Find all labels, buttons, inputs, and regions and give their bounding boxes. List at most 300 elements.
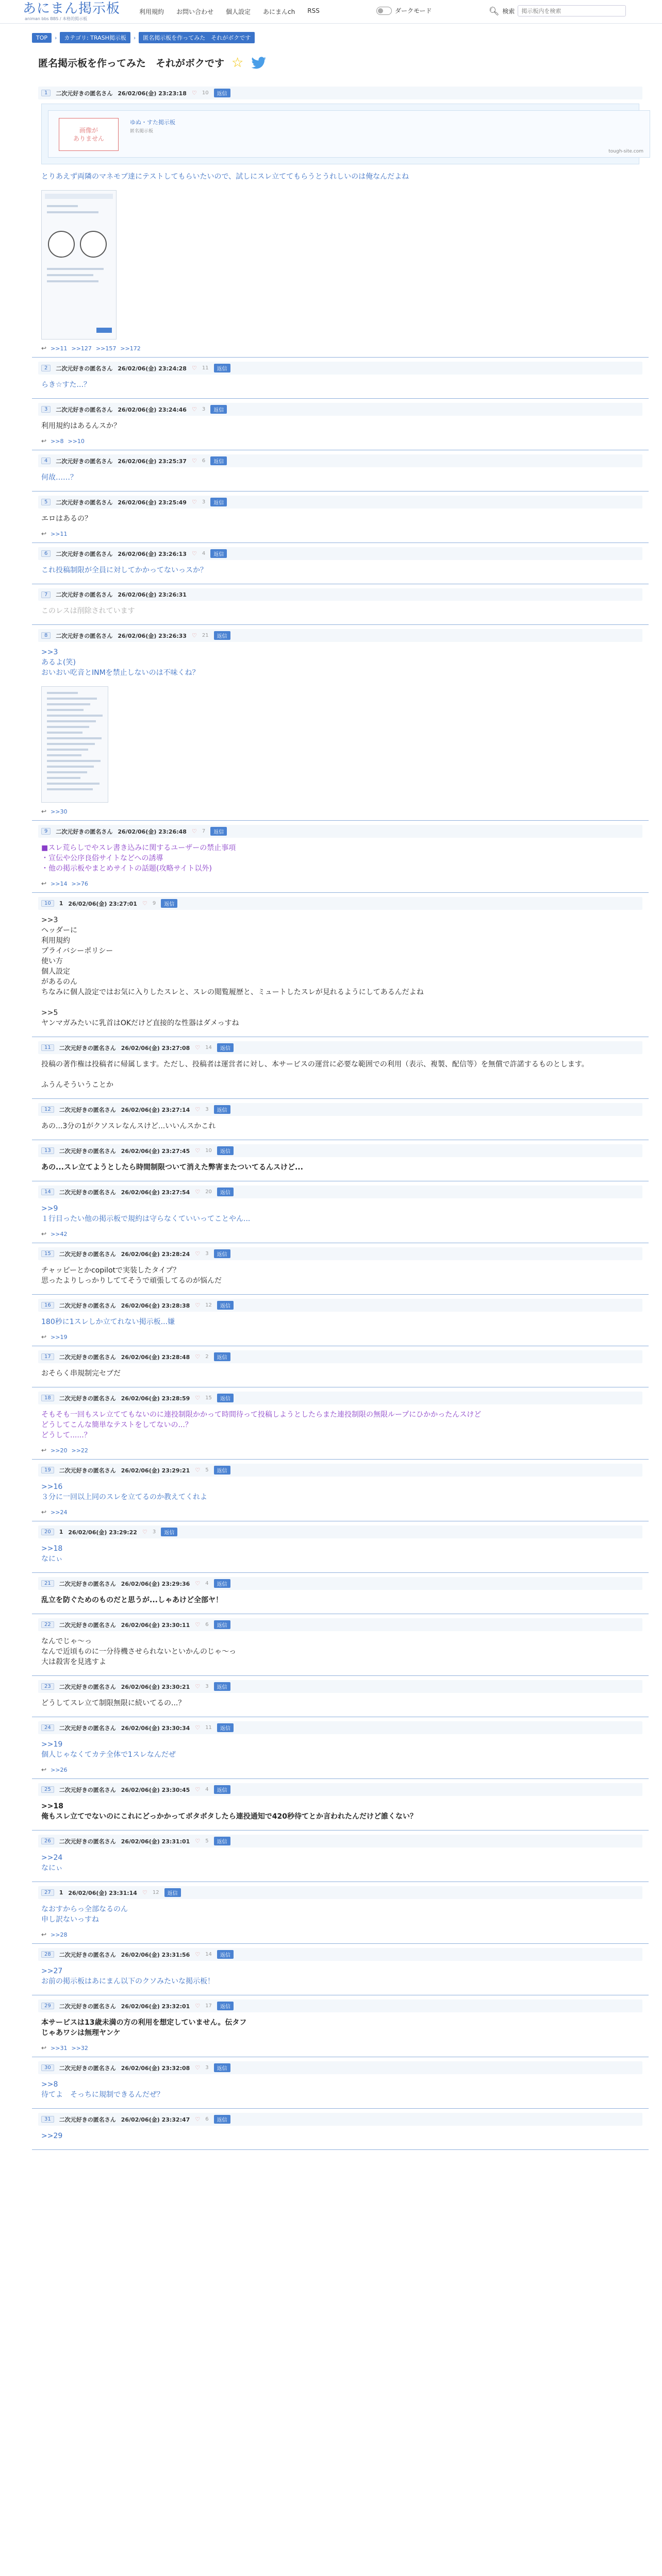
heart-icon[interactable]: ♡ (195, 2064, 201, 2071)
reply-button[interactable]: 返信 (161, 899, 177, 908)
like-count: 3 (202, 406, 206, 412)
post-body: >>8 待てよ そっちに規制できるんだぜ？ (41, 2080, 164, 2099)
heart-icon[interactable]: ♡ (195, 2116, 201, 2123)
poster-name: 二次元好きの匿名さん (56, 365, 113, 372)
reply-anchor-link[interactable]: >>19 (51, 1333, 68, 1341)
reply-anchor-link[interactable]: >>76 (71, 880, 88, 887)
like-count: 17 (205, 2003, 212, 2009)
post-header (38, 454, 642, 467)
reply-references (38, 1928, 642, 1938)
like-count: 3 (205, 1684, 209, 1689)
like-count: 5 (205, 1467, 209, 1473)
poster-name: 二次元好きの匿名さん (59, 1683, 116, 1690)
like-count: 4 (202, 551, 206, 556)
post-header (38, 588, 642, 601)
reply-anchor-link[interactable]: >>157 (95, 345, 117, 352)
post-body: なんでじゃ～っ なんで近頃ものに一分待機させられないといかんのじゃ～っ 大は殺害を見逃すよ (41, 1637, 236, 1666)
post-number[interactable]: 2 (41, 365, 51, 371)
link-preview-thumbnail: 画像が ありません (59, 118, 119, 151)
site-logo-subtitle: animan bbs BBS / 本格的掲示板 (25, 16, 88, 21)
like-count: 11 (202, 365, 209, 371)
poster-name: 二次元好きの匿名さん (56, 457, 113, 465)
reply-button[interactable]: 返信 (214, 1682, 230, 1691)
post (32, 584, 649, 625)
image-button-drawing (96, 328, 112, 333)
image-text-line (47, 760, 101, 762)
post-date: 26/02/06(金) 23:31:56 (121, 1951, 190, 1958)
image-text-line (47, 771, 87, 773)
reply-button[interactable]: 返信 (214, 1837, 230, 1845)
post-number[interactable]: 8 (41, 632, 51, 639)
post-header (38, 629, 642, 642)
heart-icon[interactable]: ♡ (191, 365, 197, 371)
image-text-line (47, 703, 90, 705)
reply-arrow-icon: ↩ (41, 345, 47, 352)
reply-anchor-link[interactable]: >>26 (51, 1766, 68, 1773)
reply-button[interactable]: 返信 (214, 1579, 230, 1588)
post (32, 821, 649, 893)
poster-name: 二次元好きの匿名さん (56, 591, 113, 598)
reply-button[interactable]: 返信 (214, 1620, 230, 1629)
dark-mode-toggle[interactable] (376, 7, 392, 15)
reply-anchor-link[interactable]: >>20 (51, 1447, 68, 1454)
image-text-line (47, 783, 100, 785)
reply-button[interactable]: 返信 (210, 827, 227, 836)
like-count: 4 (205, 1581, 209, 1586)
reply-anchor-link[interactable]: >>22 (71, 1447, 88, 1454)
post-number[interactable]: 30 (41, 2064, 54, 2071)
poster-name: 二次元好きの匿名さん (59, 1838, 116, 1845)
breadcrumb-category[interactable]: カテゴリ: TRASH掲示板 (60, 32, 130, 43)
poster-name: 二次元好きの匿名さん (59, 1044, 116, 1052)
post-header (38, 2113, 642, 2126)
reply-button[interactable]: 返信 (217, 1394, 234, 1402)
post-number[interactable]: 21 (41, 1580, 54, 1587)
post (32, 893, 649, 1037)
like-count: 3 (205, 1251, 209, 1257)
search-label: 検索 (502, 7, 515, 15)
post-body: >>19 個人じゃなくてカテ全体で1スレなんだぜ (41, 1740, 176, 1759)
post (32, 1944, 649, 1995)
poster-name: 二次元好きの匿名さん (59, 1580, 116, 1587)
post-body: チャッピーとかcopilotで実装したタイプ？ 思ったよりしっかりしててそうで頑張してるのが悩んだ (41, 1266, 222, 1285)
reply-arrow-icon: ↩ (41, 880, 47, 887)
image-text-line (47, 709, 84, 711)
reply-button[interactable]: 返信 (217, 1301, 234, 1310)
post (32, 358, 649, 399)
post-header (38, 362, 642, 375)
site-logo[interactable]: あにまん掲示板 (23, 1, 121, 16)
like-count: 21 (202, 633, 209, 638)
poster-name: 二次元好きの匿名さん (56, 90, 113, 97)
heart-icon[interactable]: ♡ (195, 1621, 201, 1628)
post-number[interactable]: 19 (41, 1467, 54, 1473)
search-area (489, 5, 626, 16)
reply-references (38, 342, 642, 352)
nav-terms[interactable]: 利用規約 (139, 8, 164, 15)
reply-anchor-link[interactable]: >>32 (71, 2044, 88, 2052)
post-header (38, 1835, 642, 1848)
post-body: とりあえず両隣のマネモブ達にテストしてもらいたいので、試しにスレ立ててもらうとうれしいのは俺なんだよね (41, 173, 409, 181)
like-count: 3 (205, 2065, 209, 2071)
reply-arrow-icon: ↩ (41, 530, 47, 537)
dark-mode-label: ダークモード (395, 7, 432, 14)
reply-anchor-link[interactable]: >>14 (51, 880, 68, 887)
poster-name: 二次元好きの匿名さん (59, 1353, 116, 1361)
image-text-line (47, 754, 81, 756)
reply-anchor-link[interactable]: >>31 (51, 2044, 68, 2052)
poster-name: 二次元好きの匿名さん (56, 550, 113, 557)
like-count: 6 (202, 458, 206, 464)
post-date: 26/02/06(金) 23:32:47 (121, 2116, 190, 2123)
post-header (38, 825, 642, 838)
post-date: 26/02/06(金) 23:26:31 (118, 591, 187, 598)
post-number[interactable]: 31 (41, 2116, 54, 2123)
poster-name: 1 (59, 900, 63, 907)
poster-name: 二次元好きの匿名さん (59, 1395, 116, 1402)
image-text-line (47, 737, 102, 739)
image-text-line (47, 268, 104, 270)
post-number[interactable]: 29 (41, 2003, 54, 2009)
post-body: らき☆すた...？ (41, 381, 91, 389)
post-date: 26/02/06(金) 23:29:36 (121, 1580, 190, 1587)
post (32, 543, 649, 584)
image-text-line (47, 732, 82, 734)
reply-references (38, 1505, 642, 1516)
heart-icon[interactable]: ♡ (195, 1044, 201, 1051)
poster-name: 二次元好きの匿名さん (59, 2003, 116, 2010)
heart-icon[interactable]: ♡ (195, 1147, 201, 1154)
post-body: おそらく串規制完セブだ (41, 1369, 121, 1378)
post-number[interactable]: 17 (41, 1353, 54, 1360)
like-count: 4 (205, 1787, 209, 1792)
heart-icon[interactable]: ♡ (142, 900, 147, 907)
poster-name: 二次元好きの匿名さん (59, 1621, 116, 1629)
reply-anchor-link[interactable]: >>10 (68, 437, 85, 445)
nav-contact[interactable]: お問い合わせ (176, 8, 214, 15)
post-number[interactable]: 5 (41, 499, 51, 505)
post-date: 26/02/06(金) 23:29:21 (121, 1467, 190, 1474)
post-body: >>18 俺もスレ立てでないのにこれにどっかかってボタボタしたら連投通知で420秒待てとか言われたんだけど誰くない？ (41, 1802, 417, 1821)
reply-references (38, 1444, 642, 1454)
like-count: 10 (202, 90, 209, 96)
reply-anchor-link[interactable]: >>127 (71, 345, 92, 352)
post (32, 1346, 649, 1387)
heart-icon[interactable]: ♡ (195, 1786, 201, 1793)
reply-button[interactable]: 返信 (164, 1888, 181, 1897)
reply-button[interactable]: 返信 (210, 549, 227, 558)
breadcrumb-top[interactable]: TOP (32, 33, 52, 43)
post-body: >>27 お前の掲示板はあにまん以下のクソみたいな掲示板！ (41, 1967, 214, 1986)
poster-name: 二次元好きの匿名さん (56, 499, 113, 506)
poster-name: 二次元好きの匿名さん (59, 1467, 116, 1474)
post-number[interactable]: 23 (41, 1683, 54, 1690)
nav-personal-settings[interactable]: 個人設定 (226, 8, 251, 15)
reply-anchor-link[interactable]: >>172 (120, 345, 141, 352)
post-header (38, 1247, 642, 1260)
reply-button[interactable]: 返信 (214, 89, 230, 97)
image-text-line (47, 788, 93, 790)
post-header (38, 496, 642, 509)
reply-button[interactable]: 返信 (210, 498, 227, 506)
post-date: 26/02/06(金) 23:25:49 (118, 499, 187, 506)
like-count: 5 (205, 1838, 209, 1844)
post-number[interactable]: 10 (41, 900, 54, 907)
post (32, 1831, 649, 1882)
image-text-line (47, 777, 80, 779)
poster-name: 二次元好きの匿名さん (59, 1189, 116, 1196)
search-input[interactable] (518, 5, 626, 16)
reply-button[interactable]: 返信 (214, 1352, 230, 1361)
reply-anchor-link[interactable]: >>24 (51, 1509, 68, 1516)
heart-icon[interactable]: ♡ (195, 1951, 201, 1958)
heart-icon[interactable]: ♡ (191, 550, 197, 557)
post-number[interactable]: 12 (41, 1106, 54, 1113)
post-body: >>29 (41, 2132, 63, 2140)
post (32, 1387, 649, 1460)
breadcrumb-thread[interactable]: 匿名掲示板を作ってみた それがボクです (139, 32, 255, 43)
post-date: 26/02/06(金) 23:29:22 (68, 1529, 137, 1536)
site-header (0, 0, 662, 24)
post-number[interactable]: 25 (41, 1786, 54, 1793)
image-text-line (47, 205, 78, 207)
post-header (38, 547, 642, 560)
heart-icon[interactable]: ♡ (195, 1250, 201, 1257)
post-header (38, 1783, 642, 1796)
post-body: >>3 ヘッダーに 利用規約 プライバシーポリシー 使い方 個人設定 があるのん ちなみに個人設定ではお気に入りしたスレと、スレの閲覧履歴と、ミュートしたスレが見れるようにしてあるんだよね >>5 ヤンマガみたいに乳首はOKだけど直接的な性器はダメっすね (41, 916, 424, 1027)
post-number[interactable]: 16 (41, 1302, 54, 1309)
link-preview-title: ゆぬ・すた掲示板 (130, 119, 175, 126)
post-body: >>18 なにぃ (41, 1545, 63, 1563)
heart-icon[interactable]: ♡ (195, 1189, 201, 1195)
post-list (32, 82, 649, 2150)
reply-arrow-icon: ↩ (41, 1447, 47, 1454)
post (32, 82, 649, 358)
post-body: >>16 ３分に一回以上同のスレを立てるのか教えてくれよ (41, 1483, 207, 1501)
post-number[interactable]: 18 (41, 1395, 54, 1401)
nav-animan-ch[interactable]: あにまんch (263, 8, 295, 15)
reply-button[interactable]: 返信 (217, 2002, 234, 2010)
post-header (38, 1464, 642, 1477)
reply-button[interactable]: 返信 (214, 364, 230, 372)
post-number[interactable]: 9 (41, 828, 51, 835)
link-preview-card[interactable] (41, 104, 643, 164)
post-number[interactable]: 14 (41, 1189, 54, 1195)
reply-anchor-link[interactable]: >>28 (51, 1931, 68, 1938)
like-count: 11 (205, 1725, 212, 1731)
reply-anchor-link[interactable]: >>8 (51, 437, 64, 445)
post-date: 26/02/06(金) 23:24:28 (118, 365, 187, 372)
post-header (38, 1041, 642, 1054)
breadcrumb-separator: › (55, 34, 57, 41)
reply-button[interactable]: 返信 (214, 1249, 230, 1258)
post-body: あの...スレ立てようとしたら時間制限ついて消えた弊害またついてるんスけど... (41, 1163, 303, 1172)
post-header (38, 1392, 642, 1404)
link-preview-domain: tough-site.com (608, 149, 643, 154)
breadcrumb (32, 32, 255, 43)
reply-anchor-link[interactable]: >>11 (51, 530, 68, 537)
post-number[interactable]: 26 (41, 1838, 54, 1844)
post-body: あの...3分の1がクソスレなんスけど...いいんスかこれ (41, 1122, 216, 1130)
reply-button[interactable]: 返信 (214, 1466, 230, 1475)
heart-icon[interactable]: ♡ (195, 1467, 201, 1473)
reply-anchor-link[interactable]: >>30 (51, 808, 68, 815)
image-face-drawing (80, 231, 107, 258)
post-header (38, 1526, 642, 1538)
post (32, 1614, 649, 1676)
image-text-line (47, 692, 78, 694)
post-number[interactable]: 1 (41, 90, 51, 96)
like-count: 10 (205, 1148, 212, 1154)
heart-icon[interactable]: ♡ (191, 406, 197, 413)
post-header (38, 1680, 642, 1693)
post (32, 2109, 649, 2150)
like-count: 7 (202, 828, 206, 834)
reply-button[interactable]: 返信 (214, 2115, 230, 2124)
post-number[interactable]: 3 (41, 406, 51, 413)
post-date: 26/02/06(金) 23:30:21 (121, 1683, 190, 1690)
like-count: 14 (205, 1952, 212, 1957)
like-count: 3 (205, 1107, 209, 1112)
link-preview-description: 匿名掲示板 (130, 129, 154, 134)
heart-icon[interactable]: ♡ (195, 1580, 201, 1587)
post-body: >>9 １行目ったい他の掲示板で規約は守らなくていいってことやん... (41, 1205, 251, 1223)
link-preview-inner (48, 110, 650, 158)
post-header (38, 1721, 642, 1734)
post-number[interactable]: 6 (41, 550, 51, 557)
reply-arrow-icon: ↩ (41, 808, 47, 815)
heart-icon[interactable]: ♡ (195, 1106, 201, 1113)
reply-references (38, 434, 642, 445)
reply-anchor-link[interactable]: >>11 (51, 345, 68, 352)
like-count: 3 (152, 1529, 156, 1535)
nav-rss[interactable]: RSS (307, 7, 320, 14)
like-count: 12 (205, 1302, 212, 1308)
reply-button[interactable]: 返信 (217, 1188, 234, 1196)
like-count: 6 (205, 2116, 209, 2122)
reply-arrow-icon: ↩ (41, 2044, 47, 2052)
image-text-line (47, 280, 98, 282)
poster-name: 1 (59, 1889, 63, 1896)
post-date: 26/02/06(金) 23:27:45 (121, 1147, 190, 1155)
reply-button[interactable]: 返信 (217, 1723, 234, 1732)
poster-name: 二次元好きの匿名さん (56, 828, 113, 835)
heart-icon[interactable]: ♡ (195, 1302, 201, 1309)
reply-button[interactable]: 返信 (217, 1950, 234, 1959)
post-body: エロはあるの？ (41, 515, 92, 523)
post-number[interactable]: 22 (41, 1621, 54, 1628)
heart-icon[interactable]: ♡ (195, 1353, 201, 1360)
reply-button[interactable]: 返信 (217, 1043, 234, 1052)
post-number[interactable]: 7 (41, 591, 51, 598)
poster-name: 1 (59, 1529, 63, 1535)
reply-arrow-icon: ↩ (41, 437, 47, 445)
heart-icon[interactable]: ♡ (195, 2003, 201, 2009)
search-icon[interactable]: 🔍︎ (489, 6, 500, 16)
bird-icon[interactable] (251, 56, 267, 70)
heart-icon[interactable]: ♡ (191, 632, 197, 639)
image-text-line (47, 698, 97, 700)
breadcrumb-separator: › (133, 34, 136, 41)
post-date: 26/02/06(金) 23:28:38 (121, 1302, 190, 1309)
like-count: 15 (205, 1395, 212, 1401)
post-date: 26/02/06(金) 23:25:37 (118, 457, 187, 465)
post-header (38, 1103, 642, 1116)
heart-icon[interactable]: ♡ (191, 90, 197, 96)
post-header (38, 1577, 642, 1590)
like-count: 14 (205, 1045, 212, 1050)
post-number[interactable]: 20 (41, 1529, 54, 1535)
dark-mode-control (376, 6, 432, 15)
post-body: 投稿の著作権は投稿者に帰属します。ただし、投稿者は運営者に対し、本サービスの運営に必要な範囲での利用（表示、複製、配信等）を無償で許諾するものとします。 ふうんそういうことか (41, 1060, 589, 1089)
post-date: 26/02/06(金) 23:32:01 (121, 2003, 190, 2010)
post-header (38, 1948, 642, 1961)
reply-button[interactable]: 返信 (214, 2063, 230, 2072)
heart-icon[interactable]: ♡ (195, 1724, 201, 1731)
reply-button[interactable]: 返信 (214, 631, 230, 640)
post-number[interactable]: 13 (41, 1147, 54, 1154)
post-number[interactable]: 11 (41, 1044, 54, 1051)
post-body: そもそも一回もスレ立ててもないのに連投制限かかって時間待って投稿しようとしたらまた連投制限の無限ループにひかかったんスけど どうしてこんな簡単なテストをしてないの...？ どうして......？ (41, 1411, 482, 1439)
post-date: 26/02/06(金) 23:26:13 (118, 550, 187, 557)
heart-icon[interactable]: ♡ (191, 499, 197, 505)
star-icon[interactable]: ☆ (231, 55, 244, 71)
reply-arrow-icon: ↩ (41, 1766, 47, 1773)
heart-icon[interactable]: ♡ (195, 1683, 201, 1690)
thread-title-row (38, 56, 267, 70)
poster-name: 二次元好きの匿名さん (59, 2116, 116, 2123)
heart-icon[interactable]: ♡ (142, 1889, 147, 1896)
heart-icon[interactable]: ♡ (191, 828, 197, 835)
reply-references (38, 1330, 642, 1341)
post-number[interactable]: 24 (41, 1724, 54, 1731)
like-count: 12 (152, 1890, 159, 1895)
post-date: 26/02/06(金) 23:24:46 (118, 406, 187, 413)
poster-name: 二次元好きの匿名さん (59, 1786, 116, 1793)
post-header (38, 1999, 642, 2012)
reply-button[interactable]: 返信 (210, 405, 227, 414)
heart-icon[interactable]: ♡ (142, 1529, 147, 1535)
post-date: 26/02/06(金) 23:30:11 (121, 1621, 190, 1629)
reply-button[interactable]: 返信 (214, 1105, 230, 1114)
heart-icon[interactable]: ♡ (195, 1395, 201, 1401)
post-number[interactable]: 4 (41, 457, 51, 464)
image-text-line (47, 749, 88, 751)
post-header (38, 87, 642, 99)
heart-icon[interactable]: ♡ (191, 457, 197, 464)
post-image[interactable] (41, 686, 108, 803)
post-number[interactable]: 27 (41, 1889, 54, 1896)
reply-anchor-link[interactable]: >>42 (51, 1230, 68, 1238)
post-number[interactable]: 28 (41, 1951, 54, 1958)
post-image[interactable] (41, 190, 117, 340)
post-body: 利用規約はあるんスか？ (41, 422, 121, 430)
heart-icon[interactable]: ♡ (195, 1838, 201, 1844)
post-number[interactable]: 15 (41, 1250, 54, 1257)
reply-button[interactable]: 返信 (217, 1146, 234, 1155)
reply-button[interactable]: 返信 (214, 1785, 230, 1794)
reply-button[interactable]: 返信 (210, 456, 227, 465)
post-header (38, 1299, 642, 1312)
post-date: 26/02/06(金) 23:28:24 (121, 1250, 190, 1258)
post (32, 1181, 649, 1243)
reply-arrow-icon: ↩ (41, 1333, 47, 1341)
post-date: 26/02/06(金) 23:31:14 (68, 1889, 137, 1896)
reply-references (38, 1227, 642, 1238)
post (32, 399, 649, 450)
like-count: 20 (205, 1189, 212, 1195)
reply-button[interactable]: 返信 (161, 1528, 177, 1536)
